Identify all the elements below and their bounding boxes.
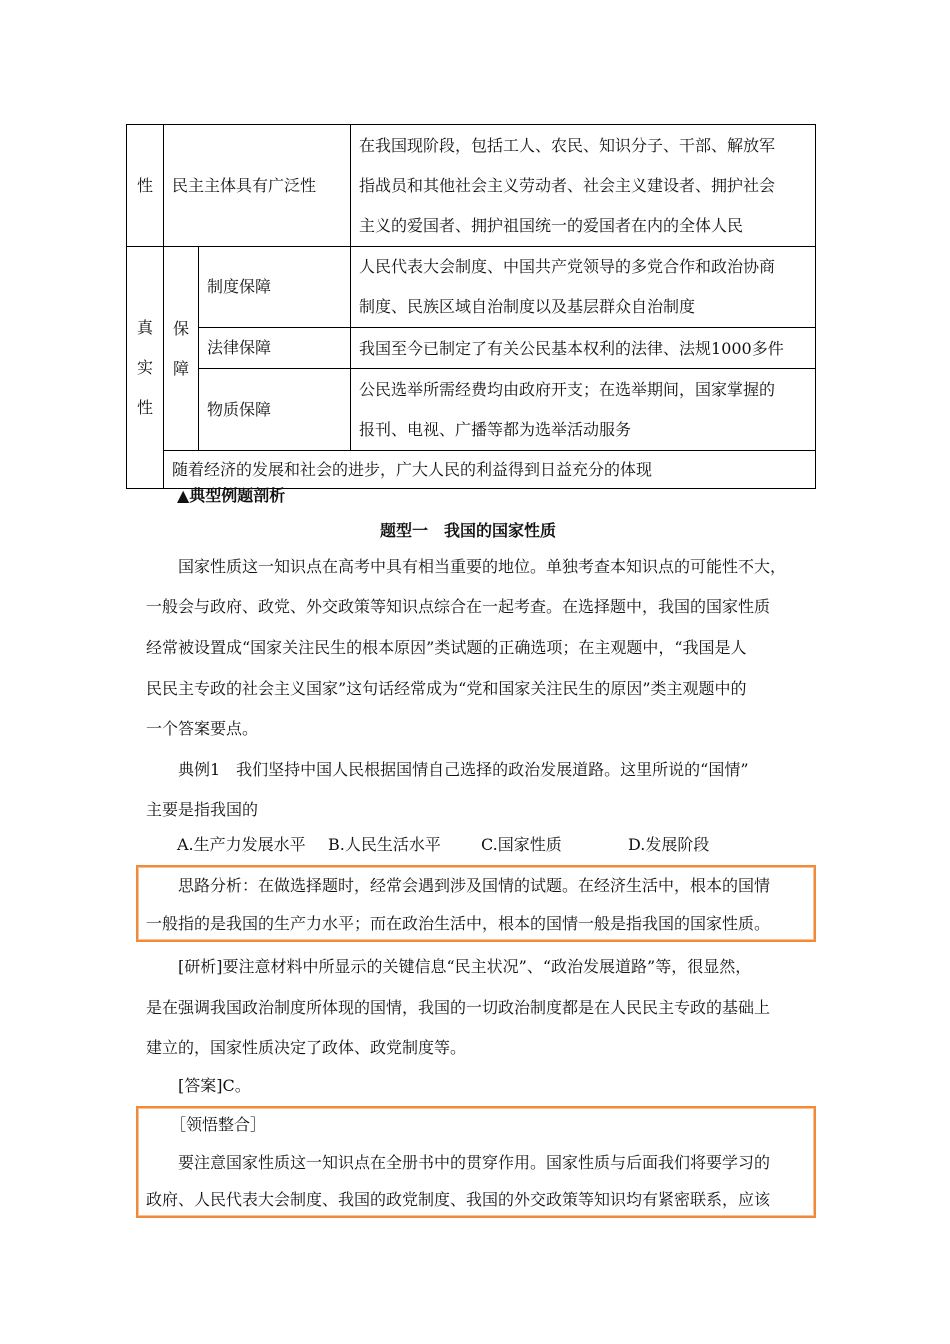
yanxi-line: 建立的，国家性质决定了政体、政党制度等。 [146, 1038, 467, 1057]
guarantee-detail-cell: 我国至今已制定了有关公民基本权利的法律、法规1000多件 [351, 328, 816, 369]
zhenshi-label-cell: 真 实 性 [127, 247, 164, 489]
aspect-cell: 民主主体具有广泛性 [164, 125, 351, 247]
yanxi-line: 是在强调我国政治制度所体现的国情，我国的一切政治制度都是在人民民主专政的基础上 [146, 998, 771, 1017]
lingwu-line: 政府、人民代表大会制度、我国的政党制度、我国的外交政策等知识均有紧密联系，应该 [146, 1190, 771, 1209]
analysis-line: 思路分析：在做选择题时，经常会遇到涉及国情的试题。在经济生活中，根本的国情 [146, 876, 771, 895]
lingwu-line: 要注意国家性质这一知识点在全册书中的贯穿作用。国家性质与后面我们将要学习的 [146, 1153, 771, 1172]
table-row [127, 328, 816, 369]
guarantee-name-cell: 物质保障 [199, 369, 351, 451]
table-row [127, 247, 816, 328]
table-row [127, 369, 816, 451]
intro-paragraph-line: 一个答案要点。 [146, 719, 259, 738]
example-question-line: 典例1 我们坚持中国人民根据国情自己选择的政治发展道路。这里所说的“国情” [146, 760, 749, 779]
guarantee-name-cell: 法律保障 [199, 328, 351, 369]
option-c: C.国家性质 [481, 835, 562, 854]
guarantee-detail-cell: 人民代表大会制度、中国共产党领导的多党合作和政治协商 制度、民族区域自治制度以及基层群众自治制度 [351, 247, 816, 328]
intro-paragraph-line: 民民主专政的社会主义国家”这句话经常成为“党和国家关注民生的原因”类主观题中的 [146, 679, 747, 698]
intro-paragraph-line: 一般会与政府、政党、外交政策等知识点综合在一起考查。在选择题中，我国的国家性质 [146, 597, 771, 616]
detail-cell: 在我国现阶段，包括工人、农民、知识分子、干部、解放军 指战员和其他社会主义劳动者、社会主义建设者、拥护社会 主义的爱国者、拥护祖国统一的爱国者在内的全体人民 [351, 125, 816, 247]
analysis-line: 一般指的是我国的生产力水平；而在政治生活中，根本的国情一般是指我国的国家性质。 [146, 914, 771, 933]
baozhang-label-cell: 保 障 [164, 247, 199, 451]
example-question-line: 主要是指我国的 [146, 800, 259, 819]
guarantee-name-cell: 制度保障 [199, 247, 351, 328]
benefit-cell: 随着经济的发展和社会的进步，广大人民的利益得到日益充分的体现 [164, 451, 816, 489]
guarantee-detail-cell: 公民选举所需经费均由政府开支；在选举期间，国家掌握的 报刊、电视、广播等都为选举活动服务 [351, 369, 816, 451]
intro-paragraph-line: 国家性质这一知识点在高考中具有相当重要的地位。单独考查本知识点的可能性不大， [146, 557, 787, 576]
option-a: A.生产力发展水平 [177, 835, 306, 854]
section-heading: ▲典型例题剖析 [177, 486, 286, 505]
option-b: B.人民生活水平 [328, 835, 441, 854]
option-d: D.发展阶段 [628, 835, 710, 854]
lingwu-line: ［领悟整合］ [146, 1115, 267, 1134]
table-row [127, 451, 816, 489]
intro-paragraph-line: 经常被设置成“国家关注民生的根本原因”类试题的正确选项；在主观题中，“我国是人 [146, 638, 747, 657]
category-cell: 性 [127, 125, 164, 247]
answer-line: [答案]C。 [146, 1076, 251, 1095]
yanxi-line: [研析]要注意材料中所显示的关键信息“民主状况”、“政治发展道路”等，很显然， [146, 957, 752, 976]
table-row [127, 125, 816, 247]
democracy-table [126, 124, 816, 489]
type-title: 题型一 我国的国家性质 [380, 521, 557, 540]
